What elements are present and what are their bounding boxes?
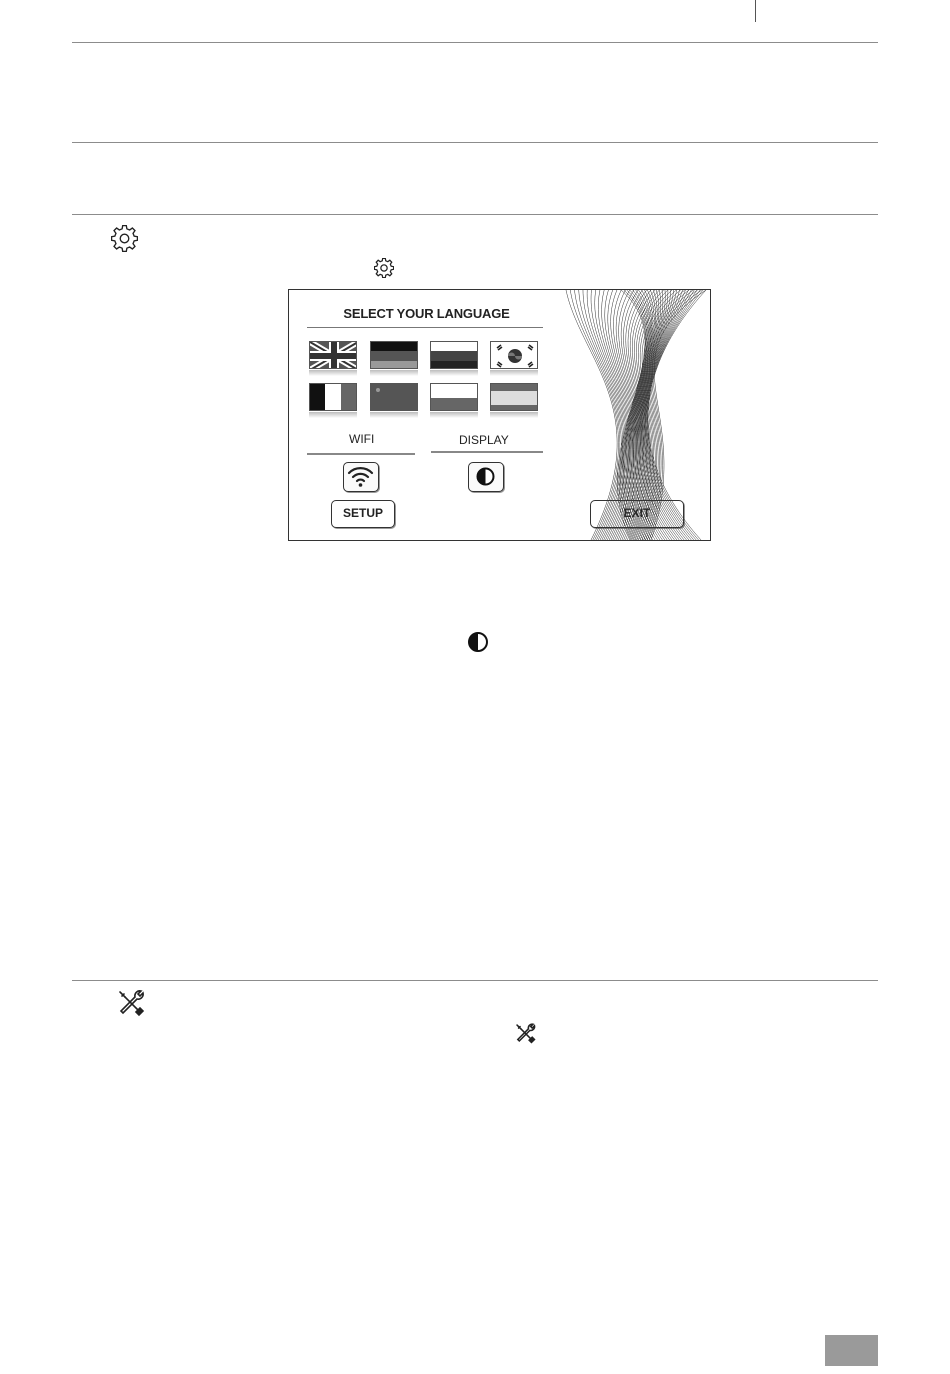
wifi-icon <box>344 463 377 490</box>
page-number-tab <box>825 1335 878 1366</box>
device-screen-illustration <box>288 289 711 541</box>
wifi-button[interactable] <box>343 462 379 492</box>
display-label: DISPLAY <box>459 433 509 447</box>
divider-4 <box>72 980 878 981</box>
flag-reflection <box>430 370 478 376</box>
display-button[interactable] <box>468 462 504 492</box>
setup-button[interactable]: SETUP <box>331 500 395 528</box>
title-underline <box>307 327 543 328</box>
gear-icon-inline <box>374 258 394 278</box>
exit-button[interactable]: EXIT <box>590 500 684 528</box>
flag-reflection <box>490 370 538 376</box>
russia-flag-icon[interactable] <box>430 341 478 369</box>
page-corner-mark <box>755 0 756 22</box>
flag-reflection <box>309 370 357 376</box>
gear-icon <box>111 225 138 252</box>
divider-3 <box>72 214 878 215</box>
contrast-icon <box>469 463 502 490</box>
uk-flag-icon[interactable] <box>309 341 357 369</box>
spain-flag-icon[interactable] <box>490 383 538 411</box>
china-flag-icon[interactable] <box>370 383 418 411</box>
poland-flag-icon[interactable] <box>430 383 478 411</box>
flag-reflection <box>309 412 357 418</box>
wrench-screwdriver-icon-inline <box>514 1022 536 1044</box>
select-language-title: SELECT YOUR LANGUAGE <box>343 306 510 321</box>
display-underline <box>431 451 543 453</box>
germany-flag-icon[interactable] <box>370 341 418 369</box>
flag-reflection <box>370 370 418 376</box>
contrast-icon-inline <box>467 631 489 653</box>
decorative-wave-graphic <box>561 290 710 540</box>
flag-reflection <box>430 412 478 418</box>
wrench-screwdriver-icon <box>116 988 145 1017</box>
wifi-underline <box>307 453 415 455</box>
divider-1 <box>72 42 878 43</box>
flag-reflection <box>370 412 418 418</box>
korea-flag-icon[interactable] <box>490 341 538 369</box>
wifi-label: WIFI <box>349 432 375 446</box>
flag-reflection <box>490 412 538 418</box>
france-flag-icon[interactable] <box>309 383 357 411</box>
divider-2 <box>72 142 878 143</box>
